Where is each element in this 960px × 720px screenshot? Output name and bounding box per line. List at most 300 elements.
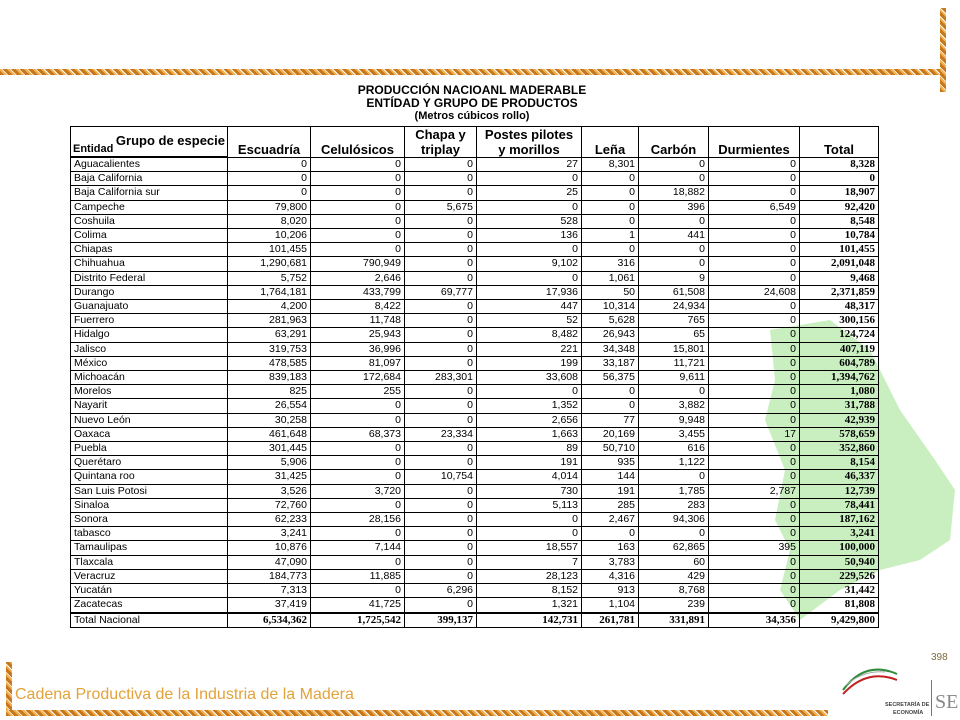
value-cell: 0 xyxy=(311,172,405,186)
col-header-escuadria: Escuadría xyxy=(228,127,311,158)
value-cell: 790,949 xyxy=(311,257,405,271)
value-cell: 0 xyxy=(405,399,477,413)
value-cell: 5,113 xyxy=(477,498,582,512)
entidad-cell: Total Nacional xyxy=(71,613,228,628)
entidad-cell: Yucatán xyxy=(71,584,228,598)
table-row xyxy=(71,498,879,512)
value-cell: 1,104 xyxy=(582,598,639,613)
total-cell: 124,724 xyxy=(800,328,879,342)
value-cell: 0 xyxy=(582,214,639,228)
value-cell: 0 xyxy=(311,158,405,172)
total-cell: 78,441 xyxy=(800,498,879,512)
entidad-cell: Sinaloa xyxy=(71,498,228,512)
table-row xyxy=(71,555,879,569)
value-cell: 221 xyxy=(477,342,582,356)
total-cell: 407,119 xyxy=(800,342,879,356)
table-row xyxy=(71,229,879,243)
value-cell: 0 xyxy=(709,371,800,385)
total-cell: 31,788 xyxy=(800,399,879,413)
value-cell: 0 xyxy=(709,498,800,512)
value-cell: 765 xyxy=(639,314,709,328)
entidad-cell: Sonora xyxy=(71,513,228,527)
value-cell: 316 xyxy=(582,257,639,271)
entidad-cell: Chiapas xyxy=(71,243,228,257)
total-cell: 12,739 xyxy=(800,484,879,498)
corner-header xyxy=(71,127,228,158)
value-cell: 68,373 xyxy=(311,427,405,441)
entidad-cell: Durango xyxy=(71,285,228,299)
value-cell: 184,773 xyxy=(228,569,311,583)
value-cell: 30,258 xyxy=(228,413,311,427)
value-cell: 0 xyxy=(582,385,639,399)
total-cell: 48,317 xyxy=(800,300,879,314)
value-cell: 0 xyxy=(709,214,800,228)
value-cell: 0 xyxy=(709,456,800,470)
logo-line1: SECRETARÍA DE xyxy=(885,702,930,708)
table-row xyxy=(71,470,879,484)
value-cell: 9,102 xyxy=(477,257,582,271)
value-cell: 0 xyxy=(405,555,477,569)
value-cell: 0 xyxy=(311,584,405,598)
total-cell: 100,000 xyxy=(800,541,879,555)
value-cell: 1,725,542 xyxy=(311,613,405,628)
value-cell: 0 xyxy=(405,356,477,370)
total-cell: 604,789 xyxy=(800,356,879,370)
value-cell: 396 xyxy=(639,200,709,214)
top-right-rule xyxy=(940,8,946,92)
value-cell: 0 xyxy=(311,442,405,456)
value-cell: 0 xyxy=(405,158,477,172)
value-cell: 0 xyxy=(709,257,800,271)
table-row xyxy=(71,328,879,342)
total-cell: 50,940 xyxy=(800,555,879,569)
value-cell: 839,183 xyxy=(228,371,311,385)
header-row xyxy=(71,127,879,158)
entidad-cell: Chihuahua xyxy=(71,257,228,271)
value-cell: 0 xyxy=(405,498,477,512)
value-cell: 1,061 xyxy=(582,271,639,285)
value-cell: 0 xyxy=(477,527,582,541)
value-cell: 0 xyxy=(709,342,800,356)
total-cell: 578,659 xyxy=(800,427,879,441)
value-cell: 144 xyxy=(582,470,639,484)
value-cell: 331,891 xyxy=(639,613,709,628)
entidad-cell: Michoacán xyxy=(71,371,228,385)
logo-mark: SE xyxy=(935,691,959,713)
total-cell: 8,328 xyxy=(800,158,879,172)
total-cell: 2,091,048 xyxy=(800,257,879,271)
value-cell: 478,585 xyxy=(228,356,311,370)
total-cell: 42,939 xyxy=(800,413,879,427)
value-cell: 0 xyxy=(311,229,405,243)
value-cell: 1 xyxy=(582,229,639,243)
value-cell: 8,301 xyxy=(582,158,639,172)
value-cell: 0 xyxy=(311,413,405,427)
table-row xyxy=(71,243,879,257)
value-cell: 101,455 xyxy=(228,243,311,257)
entidad-cell: Nuevo León xyxy=(71,413,228,427)
table-row xyxy=(71,271,879,285)
value-cell: 0 xyxy=(405,484,477,498)
value-cell: 37,419 xyxy=(228,598,311,613)
value-cell: 11,748 xyxy=(311,314,405,328)
value-cell: 9,611 xyxy=(639,371,709,385)
value-cell: 0 xyxy=(405,186,477,200)
value-cell: 3,783 xyxy=(582,555,639,569)
value-cell: 2,656 xyxy=(477,413,582,427)
value-cell: 17 xyxy=(709,427,800,441)
value-cell: 0 xyxy=(639,243,709,257)
value-cell: 56,375 xyxy=(582,371,639,385)
value-cell: 0 xyxy=(405,569,477,583)
entidad-cell: tabasco xyxy=(71,527,228,541)
table-row xyxy=(71,399,879,413)
value-cell: 0 xyxy=(582,172,639,186)
value-cell: 0 xyxy=(709,399,800,413)
table-row xyxy=(71,484,879,498)
entidad-cell: Baja California xyxy=(71,172,228,186)
value-cell: 1,352 xyxy=(477,399,582,413)
value-cell: 7,313 xyxy=(228,584,311,598)
table-body xyxy=(71,158,879,628)
value-cell: 61,508 xyxy=(639,285,709,299)
value-cell: 3,882 xyxy=(639,399,709,413)
value-cell: 11,721 xyxy=(639,356,709,370)
value-cell: 616 xyxy=(639,442,709,456)
table-row xyxy=(71,200,879,214)
value-cell: 136 xyxy=(477,229,582,243)
value-cell: 191 xyxy=(582,484,639,498)
entidad-cell: Quintana roo xyxy=(71,470,228,484)
table-row xyxy=(71,541,879,555)
entidad-cell: Hidalgo xyxy=(71,328,228,342)
table-row xyxy=(71,513,879,527)
value-cell: 89 xyxy=(477,442,582,456)
value-cell: 0 xyxy=(709,555,800,569)
total-cell: 92,420 xyxy=(800,200,879,214)
col-header-total: Total xyxy=(800,127,879,158)
value-cell: 0 xyxy=(582,527,639,541)
table-row xyxy=(71,186,879,200)
value-cell: 0 xyxy=(405,257,477,271)
value-cell: 0 xyxy=(405,413,477,427)
total-cell: 8,548 xyxy=(800,214,879,228)
value-cell: 142,731 xyxy=(477,613,582,628)
value-cell: 0 xyxy=(639,470,709,484)
value-cell: 72,760 xyxy=(228,498,311,512)
value-cell: 301,445 xyxy=(228,442,311,456)
value-cell: 0 xyxy=(477,271,582,285)
value-cell: 0 xyxy=(405,229,477,243)
table-row xyxy=(71,342,879,356)
value-cell: 34,356 xyxy=(709,613,800,628)
value-cell: 0 xyxy=(709,186,800,200)
bottom-left-rule xyxy=(6,662,12,714)
value-cell: 191 xyxy=(477,456,582,470)
value-cell: 0 xyxy=(311,555,405,569)
value-cell: 5,628 xyxy=(582,314,639,328)
value-cell: 0 xyxy=(477,385,582,399)
value-cell: 319,753 xyxy=(228,342,311,356)
table-row xyxy=(71,300,879,314)
table-row xyxy=(71,569,879,583)
value-cell: 8,020 xyxy=(228,214,311,228)
value-cell: 4,316 xyxy=(582,569,639,583)
value-cell: 283 xyxy=(639,498,709,512)
total-cell: 8,154 xyxy=(800,456,879,470)
value-cell: 11,885 xyxy=(311,569,405,583)
value-cell: 15,801 xyxy=(639,342,709,356)
corner-header-bottom: Entidad xyxy=(73,143,114,155)
value-cell: 0 xyxy=(311,243,405,257)
value-cell: 0 xyxy=(405,342,477,356)
value-cell: 23,334 xyxy=(405,427,477,441)
table-row xyxy=(71,427,879,441)
value-cell: 0 xyxy=(639,158,709,172)
value-cell: 3,241 xyxy=(228,527,311,541)
total-cell: 187,162 xyxy=(800,513,879,527)
value-cell: 27 xyxy=(477,158,582,172)
total-cell: 0 xyxy=(800,172,879,186)
value-cell: 6,534,362 xyxy=(228,613,311,628)
value-cell: 4,200 xyxy=(228,300,311,314)
value-cell: 10,206 xyxy=(228,229,311,243)
value-cell: 0 xyxy=(477,243,582,257)
value-cell: 18,557 xyxy=(477,541,582,555)
table-row xyxy=(71,356,879,370)
value-cell: 0 xyxy=(405,271,477,285)
value-cell: 0 xyxy=(311,200,405,214)
report-subtitle: ENTÍDAD Y GRUPO DE PRODUCTOS xyxy=(366,96,578,110)
value-cell: 0 xyxy=(709,442,800,456)
entidad-cell: Querétaro xyxy=(71,456,228,470)
value-cell: 7,144 xyxy=(311,541,405,555)
value-cell: 63,291 xyxy=(228,328,311,342)
value-cell: 281,963 xyxy=(228,314,311,328)
col-header-chapa: Chapa y triplay xyxy=(405,127,477,158)
total-cell: 1,394,762 xyxy=(800,371,879,385)
value-cell: 199 xyxy=(477,356,582,370)
report-units: (Metros cúbicos rollo) xyxy=(414,110,530,122)
value-cell: 0 xyxy=(709,413,800,427)
value-cell: 50,710 xyxy=(582,442,639,456)
value-cell: 2,787 xyxy=(709,484,800,498)
value-cell: 433,799 xyxy=(311,285,405,299)
value-cell: 20,169 xyxy=(582,427,639,441)
value-cell: 0 xyxy=(639,257,709,271)
table-row xyxy=(71,598,879,613)
value-cell: 2,646 xyxy=(311,271,405,285)
value-cell: 447 xyxy=(477,300,582,314)
value-cell: 34,348 xyxy=(582,342,639,356)
value-cell: 0 xyxy=(709,598,800,613)
value-cell: 0 xyxy=(709,271,800,285)
value-cell: 0 xyxy=(405,214,477,228)
value-cell: 47,090 xyxy=(228,555,311,569)
table-row xyxy=(71,285,879,299)
table-row xyxy=(71,456,879,470)
total-cell: 3,241 xyxy=(800,527,879,541)
total-cell: 2,371,859 xyxy=(800,285,879,299)
value-cell: 0 xyxy=(405,541,477,555)
entidad-cell: Jalisco xyxy=(71,342,228,356)
value-cell: 94,306 xyxy=(639,513,709,527)
value-cell: 5,675 xyxy=(405,200,477,214)
table-row xyxy=(71,371,879,385)
value-cell: 0 xyxy=(405,527,477,541)
value-cell: 79,800 xyxy=(228,200,311,214)
value-cell: 0 xyxy=(405,314,477,328)
table-row xyxy=(71,257,879,271)
entidad-cell: Zacatecas xyxy=(71,598,228,613)
value-cell: 0 xyxy=(405,243,477,257)
value-cell: 0 xyxy=(311,214,405,228)
table-row xyxy=(71,413,879,427)
value-cell: 7 xyxy=(477,555,582,569)
value-cell: 399,137 xyxy=(405,613,477,628)
table-row xyxy=(71,172,879,186)
entidad-cell: Aguacalientes xyxy=(71,158,228,172)
entidad-cell: San Luis Potosi xyxy=(71,484,228,498)
entidad-cell: Campeche xyxy=(71,200,228,214)
value-cell: 0 xyxy=(709,243,800,257)
value-cell: 0 xyxy=(477,200,582,214)
col-header-carbon: Carbón xyxy=(639,127,709,158)
production-table xyxy=(70,126,879,628)
table-row xyxy=(71,314,879,328)
entidad-cell: Veracruz xyxy=(71,569,228,583)
value-cell: 4,014 xyxy=(477,470,582,484)
bottom-rule xyxy=(6,710,828,716)
total-row xyxy=(71,613,879,628)
total-cell: 46,337 xyxy=(800,470,879,484)
value-cell: 33,608 xyxy=(477,371,582,385)
value-cell: 65 xyxy=(639,328,709,342)
value-cell: 77 xyxy=(582,413,639,427)
value-cell: 1,764,181 xyxy=(228,285,311,299)
value-cell: 1,663 xyxy=(477,427,582,441)
value-cell: 1,122 xyxy=(639,456,709,470)
total-cell: 101,455 xyxy=(800,243,879,257)
corner-header-top: Grupo de especie xyxy=(115,133,225,148)
value-cell: 0 xyxy=(228,186,311,200)
value-cell: 283,301 xyxy=(405,371,477,385)
value-cell: 0 xyxy=(311,456,405,470)
value-cell: 825 xyxy=(228,385,311,399)
report-title: PRODUCCIÓN NACIOANL MADERABLE xyxy=(357,83,587,97)
value-cell: 24,934 xyxy=(639,300,709,314)
value-cell: 10,314 xyxy=(582,300,639,314)
value-cell: 0 xyxy=(311,186,405,200)
value-cell: 0 xyxy=(582,399,639,413)
value-cell: 0 xyxy=(709,470,800,484)
entidad-cell: Fuerrero xyxy=(71,314,228,328)
table-row xyxy=(71,584,879,598)
value-cell: 8,482 xyxy=(477,328,582,342)
value-cell: 0 xyxy=(405,456,477,470)
value-cell: 25 xyxy=(477,186,582,200)
col-header-durmientes: Durmientes xyxy=(709,127,800,158)
value-cell: 0 xyxy=(709,527,800,541)
total-cell: 31,442 xyxy=(800,584,879,598)
value-cell: 0 xyxy=(405,442,477,456)
value-cell: 1,290,681 xyxy=(228,257,311,271)
value-cell: 0 xyxy=(405,513,477,527)
entidad-cell: México xyxy=(71,356,228,370)
entidad-cell: Oaxaca xyxy=(71,427,228,441)
value-cell: 8,768 xyxy=(639,584,709,598)
total-cell: 229,526 xyxy=(800,569,879,583)
table-row xyxy=(71,214,879,228)
value-cell: 0 xyxy=(582,186,639,200)
value-cell: 26,554 xyxy=(228,399,311,413)
value-cell: 10,754 xyxy=(405,470,477,484)
value-cell: 0 xyxy=(228,172,311,186)
value-cell: 5,752 xyxy=(228,271,311,285)
logo-line2: ECONOMÍA xyxy=(893,710,924,716)
value-cell: 8,152 xyxy=(477,584,582,598)
value-cell: 441 xyxy=(639,229,709,243)
value-cell: 52 xyxy=(477,314,582,328)
table-row xyxy=(71,527,879,541)
entidad-cell: Tamaulipas xyxy=(71,541,228,555)
value-cell: 31,425 xyxy=(228,470,311,484)
table-row xyxy=(71,385,879,399)
value-cell: 18,882 xyxy=(639,186,709,200)
value-cell: 3,455 xyxy=(639,427,709,441)
value-cell: 528 xyxy=(477,214,582,228)
value-cell: 28,156 xyxy=(311,513,405,527)
value-cell: 0 xyxy=(709,328,800,342)
total-cell: 9,429,800 xyxy=(800,613,879,628)
value-cell: 50 xyxy=(582,285,639,299)
value-cell: 17,936 xyxy=(477,285,582,299)
entidad-cell: Puebla xyxy=(71,442,228,456)
value-cell: 0 xyxy=(709,172,800,186)
value-cell: 0 xyxy=(311,399,405,413)
table-row xyxy=(71,442,879,456)
value-cell: 285 xyxy=(582,498,639,512)
value-cell: 10,876 xyxy=(228,541,311,555)
value-cell: 0 xyxy=(709,158,800,172)
value-cell: 36,996 xyxy=(311,342,405,356)
value-cell: 0 xyxy=(709,513,800,527)
value-cell: 0 xyxy=(228,158,311,172)
value-cell: 24,608 xyxy=(709,285,800,299)
value-cell: 25,943 xyxy=(311,328,405,342)
total-cell: 352,860 xyxy=(800,442,879,456)
value-cell: 730 xyxy=(477,484,582,498)
entidad-cell: Nayarit xyxy=(71,399,228,413)
table-row xyxy=(71,158,879,172)
value-cell: 0 xyxy=(405,172,477,186)
entidad-cell: Tlaxcala xyxy=(71,555,228,569)
entidad-cell: Baja California sur xyxy=(71,186,228,200)
total-cell: 18,907 xyxy=(800,186,879,200)
value-cell: 60 xyxy=(639,555,709,569)
value-cell: 0 xyxy=(639,172,709,186)
entidad-cell: Distrito Federal xyxy=(71,271,228,285)
secretaria-economia-logo xyxy=(835,650,960,720)
value-cell: 261,781 xyxy=(582,613,639,628)
value-cell: 255 xyxy=(311,385,405,399)
value-cell: 0 xyxy=(405,300,477,314)
value-cell: 0 xyxy=(582,200,639,214)
value-cell: 9,948 xyxy=(639,413,709,427)
value-cell: 3,526 xyxy=(228,484,311,498)
value-cell: 0 xyxy=(405,385,477,399)
col-header-celulosicos: Celulósicos xyxy=(311,127,405,158)
